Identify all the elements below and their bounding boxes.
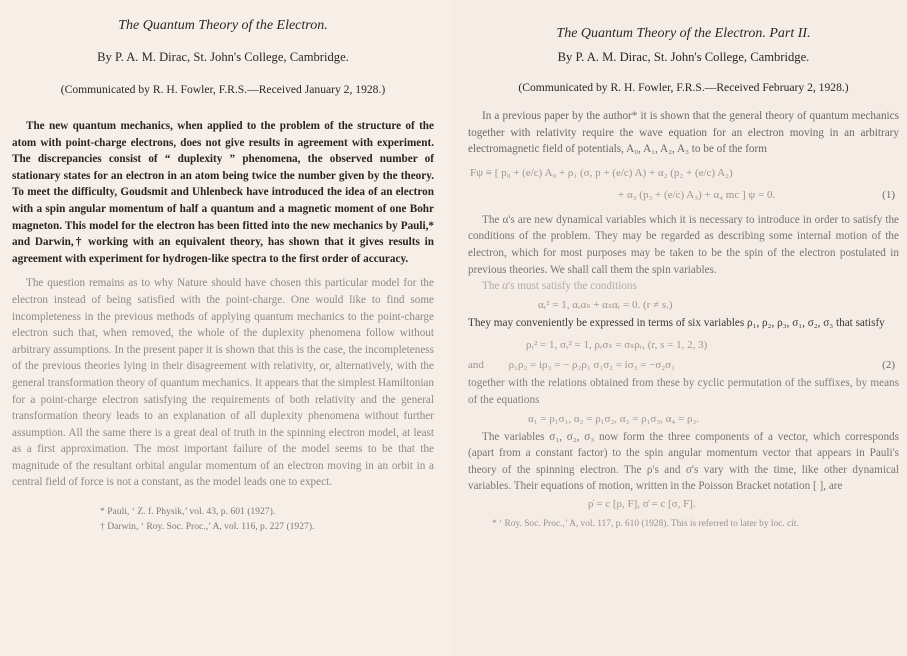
equation-line: ρᵣ² = 1, σᵣ² = 1, ρᵣσₛ = σₛρᵣ, (r, s = 1, 2, 3): [526, 339, 708, 352]
equation-2: [468, 335, 899, 355]
page-part-two: [454, 0, 907, 656]
footnote: † Darwin, ‘ Roy. Soc. Proc.,’ A, vol. 116, p. 227 (1927).: [100, 520, 315, 532]
equation-conditions: [468, 295, 899, 315]
equation-1-continued: [468, 184, 899, 206]
body-text: [12, 118, 434, 491]
equation-number: (2): [882, 359, 895, 372]
equation-1: [468, 162, 899, 184]
equation-2-continued: [468, 355, 899, 375]
equation-3: [468, 409, 899, 429]
footnote: * ‘ Roy. Soc. Proc.,’ A, vol. 117, p. 610 (1928). This is referred to later by loc. cit.: [492, 518, 799, 529]
paragraph: The question remains as to why Nature should have chosen this particular model for the electron instead of being satisfied with the point-charge. One would like to find some incompleteness in the previous methods of applying quantum mechanics to the point-charge electron such that, when removed, the whole of the duplexity phenomena follow without arbitrary assumptions. In the present paper it is shown that this is the case, the incompleteness of the previous theories lying in their disagreement with relativity, or, alternatively, with the general transformation theory of quantum mechanics. It appears that the simplest Hamiltonian for a point-charge electron satisfying the requirements of both relativity and the general transformation theory leads to an explanation of all duplexity phenomena without further assumption. All the same there is a great deal of truth in the spinning electron model, at least as a first approximation. The most important failure of the model seems to be that the magnitude of the resultant orbital angular momentum of an electron moving in an orbit in a central field of force is not a constant, as the model leads one to expect.: [12, 277, 434, 489]
equation-line: Fψ ≡ [ p₀ + (e/c) A₀ + ρ₁ (σ, p + (e/c) A) + α₂ (p₂ + (e/c) A₂): [470, 166, 733, 179]
body-text: [468, 108, 899, 513]
communicated-line: (Communicated by R. H. Fowler, F.R.S.—Received February 2, 1928.): [518, 81, 849, 94]
equation-number: (1): [882, 188, 895, 201]
communicated-line: (Communicated by R. H. Fowler, F.R.S.—Received January 2, 1928.): [60, 83, 386, 96]
paragraph: together with the relations obtained from these by cyclic permutation of the suffixes, by means of the equations: [468, 377, 899, 406]
paragraph: In a previous paper by the author* it is shown that the general theory of quantum mechanics together with relativity require the wave equation for an electron moving in an arbitrary electromagnetic field of potentials, A₀, A₁, A₂, A₃ to be of the form: [468, 110, 899, 156]
paper-title: The Quantum Theory of the Electron. Part II.: [556, 26, 811, 41]
author-byline: By P. A. M. Dirac, St. John's College, Cambridge.: [557, 50, 810, 64]
paragraph: The α's are new dynamical variables which it is necessary to introduce in order to satisfy the conditions of the problem. They may be regarded as describing some internal motion of the electron, which for most purposes may be taken to be the spin of the electron postulated in previous theories. We shall call them the spin variables.: [468, 213, 899, 276]
equation-and: and: [468, 359, 484, 372]
equation-line: + α₃ (p₃ + (e/c) A₃) + α₄ mc ] ψ = 0.: [618, 188, 776, 201]
equation-line: ρ₁ρ₂ = iρ₃ = − ρ₂ρ₁ σ₁σ₂ = iσ₃ = −σ₂σ₁: [508, 359, 675, 372]
equation-4: [468, 495, 899, 513]
equation-line: ρ̇ = c [ρ, F], σ̇ = c [σ, F].: [588, 497, 696, 510]
paragraph: The variables σ₁, σ₂, σ₃ now form the three components of a vector, which corresponds (apart from a constant factor) to the spin angular momentum vector that appears in Pauli's theory of the spinning electron. The ρ's and σ's vary with the time, like other dynamical variables. Their equations of motion, written in the Poisson Bracket notation [ ], are: [468, 430, 899, 493]
paragraph: The α's must satisfy the conditions: [482, 280, 637, 293]
equation-line: αᵣ² = 1, αᵣαₛ + αₛαᵣ = 0. (r ≠ s.): [538, 298, 673, 311]
footnote: * Pauli, ‘ Z. f. Physik,’ vol. 43, p. 601 (1927).: [100, 506, 276, 518]
paragraph: They may conveniently be expressed in terms of six variables ρ₁, ρ₂, ρ₃, σ₁, σ₂, σ₃ that satisfy: [468, 316, 885, 329]
paragraph: The new quantum mechanics, when applied to the problem of the structure of the atom with point-charge electrons, does not give results in agreement with experiment. The discrepancies consist of “ duplexity ” phenomena, the observed number of stationary states for an electron in an atom being twice the number given by the theory. To meet the difficulty, Goudsmit and Uhlenbeck have introduced the idea of an electron with a spin angular momentum of half a quantum and a magnetic moment of one Bohr magneton. This model for the electron has been fitted into the new mechanics by Pauli,* and Darwin,† working with an equivalent theory, has shown that it gives results in agreement with experiment for hydrogen-like spectra to the first order of accuracy.: [12, 120, 434, 265]
equation-line: α₁ = ρ₁σ₁, α₂ = ρ₁σ₂, α₃ = ρ₁σ₃, α₄ = ρ₃.: [528, 412, 700, 425]
paper-title: The Quantum Theory of the Electron.: [118, 18, 328, 33]
footnotes: [12, 505, 434, 534]
author-byline: By P. A. M. Dirac, St. John's College, Cambridge.: [97, 50, 349, 64]
